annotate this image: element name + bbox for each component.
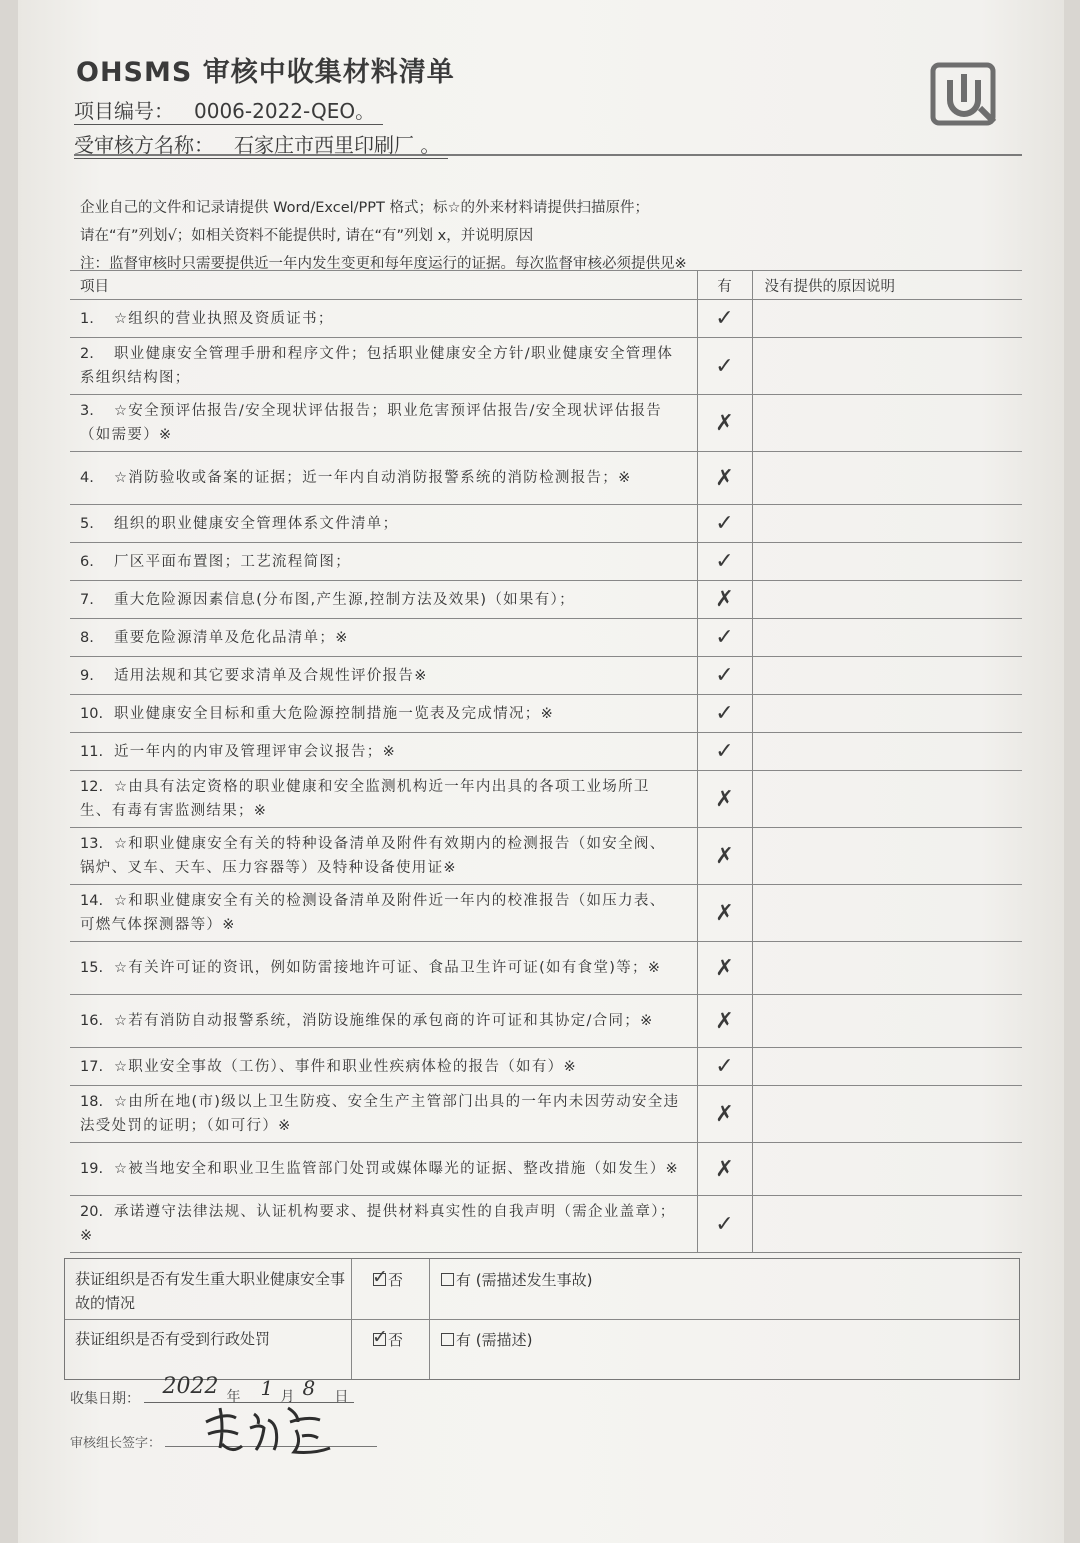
item-description-cell xyxy=(70,1048,697,1086)
provided-cell[interactable] xyxy=(697,1143,752,1196)
table-row xyxy=(70,395,1022,452)
check-mark-icon: ✓ xyxy=(715,1054,734,1079)
reason-cell[interactable] xyxy=(752,942,1022,995)
reason-cell[interactable] xyxy=(752,657,1022,695)
provided-cell[interactable] xyxy=(697,619,752,657)
item-description-cell xyxy=(70,1143,697,1196)
item-text: 适用法规和其它要求清单及合规性评价报告※ xyxy=(114,667,428,684)
cross-mark-icon: ✗ xyxy=(715,1156,734,1182)
item-number: 16. xyxy=(80,1013,104,1029)
provided-cell[interactable] xyxy=(697,657,752,695)
item-number: 2. xyxy=(80,346,94,362)
cross-mark-icon: ✗ xyxy=(715,587,734,612)
item-description-cell xyxy=(70,619,697,657)
item-number: 5. xyxy=(80,515,94,532)
incident-row xyxy=(65,1259,1019,1320)
provided-cell[interactable] xyxy=(697,1048,752,1086)
client-name-value: 石家庄市西里印刷厂 。 xyxy=(214,129,448,159)
project-number-value: 0006-2022-QEO。 xyxy=(174,95,383,125)
item-description-cell xyxy=(70,300,697,338)
item-description-cell xyxy=(70,543,697,581)
table-header-row xyxy=(70,271,1022,300)
item-number: 12. xyxy=(80,779,104,795)
reason-cell[interactable] xyxy=(752,338,1022,395)
item-description-cell xyxy=(70,828,697,885)
item-number: 14. xyxy=(80,893,104,909)
date-month-unit: 月 xyxy=(280,1389,295,1405)
item-text: ☆和职业健康安全有关的特种设备清单及附件有效期内的检测报告（如安全阀、锅炉、叉车、天车、压力容器等）及特种设备使用证※ xyxy=(80,836,666,876)
incident-penalty-box xyxy=(64,1258,1020,1380)
cross-mark-icon: ✗ xyxy=(715,1008,734,1034)
date-day-unit: 日 xyxy=(334,1389,349,1405)
collection-date-label: 收集日期： xyxy=(70,1391,140,1407)
table-row xyxy=(70,995,1022,1048)
project-number-row xyxy=(74,95,383,125)
provided-cell[interactable] xyxy=(697,942,752,995)
provided-cell[interactable] xyxy=(697,300,752,338)
table-row xyxy=(70,885,1022,942)
table-row xyxy=(70,543,1022,581)
table-row xyxy=(70,828,1022,885)
header-divider xyxy=(74,154,1022,156)
table-row xyxy=(70,695,1022,733)
document-page xyxy=(18,0,1064,1543)
box-divider-1 xyxy=(351,1259,352,1379)
incident-no-option[interactable]: ✓ 否 xyxy=(372,1266,404,1289)
instruction-line-2: 请在“有”列划√；如相关资料不能提供时, 请在“有”列划 x，并说明原因 xyxy=(80,228,534,244)
item-number: 7. xyxy=(80,591,94,608)
item-description-cell xyxy=(70,395,697,452)
item-text: ☆有关许可证的资讯，例如防雷接地许可证、食品卫生许可证(如有食堂)等；※ xyxy=(114,960,662,976)
item-text: ☆组织的营业执照及资质证书； xyxy=(114,310,334,327)
date-day: 8 xyxy=(302,1376,316,1400)
check-mark-icon: ✓ xyxy=(715,701,734,726)
provided-cell[interactable] xyxy=(697,395,752,452)
table-row xyxy=(70,452,1022,505)
item-number: 13. xyxy=(80,836,104,852)
item-description-cell xyxy=(70,695,697,733)
check-mark-icon: ✓ xyxy=(715,625,734,650)
table-row xyxy=(70,771,1022,828)
date-year-unit: 年 xyxy=(226,1389,241,1405)
reason-cell[interactable] xyxy=(752,828,1022,885)
cross-mark-icon: ✗ xyxy=(715,900,734,926)
client-name-label: 受审核方名称： xyxy=(74,129,214,159)
materials-table xyxy=(70,270,1022,1253)
penalty-row xyxy=(65,1319,1019,1379)
header-reason: 没有提供的原因说明 xyxy=(752,271,1022,300)
provided-cell[interactable] xyxy=(697,995,752,1048)
item-description-cell xyxy=(70,1196,697,1253)
item-number: 9. xyxy=(80,667,94,684)
item-text: 近一年内的内审及管理评审会议报告；※ xyxy=(114,743,397,760)
reason-cell[interactable] xyxy=(752,581,1022,619)
item-description-cell xyxy=(70,1086,697,1143)
item-text: ☆被当地安全和职业卫生监管部门处罚或媒体曝光的证据、整改措施（如发生）※ xyxy=(114,1161,679,1177)
penalty-no-option[interactable]: ✓ 否 xyxy=(372,1326,404,1349)
reason-cell[interactable] xyxy=(752,543,1022,581)
table-row xyxy=(70,1196,1022,1253)
check-mark-icon: ✓ xyxy=(715,663,734,688)
incident-question: 获证组织是否有发生重大职业健康安全事故的情况 xyxy=(75,1270,346,1312)
incident-yes-option[interactable]: 有 (需描述发生事故) xyxy=(441,1269,592,1290)
reason-cell[interactable] xyxy=(752,1143,1022,1196)
reason-cell[interactable] xyxy=(752,885,1022,942)
table-row xyxy=(70,1048,1022,1086)
provided-cell[interactable] xyxy=(697,828,752,885)
item-number: 10. xyxy=(80,705,104,722)
table-row xyxy=(70,619,1022,657)
reason-cell[interactable] xyxy=(752,733,1022,771)
instruction-line-3: 注：监督审核时只需要提供近一年内发生变更和每年度运行的证据。每次监督审核必须提供见※ xyxy=(80,256,687,272)
certification-logo-icon xyxy=(930,62,998,126)
reason-cell[interactable] xyxy=(752,771,1022,828)
incident-no-checkbox[interactable] xyxy=(372,1266,388,1288)
penalty-no-checkbox[interactable] xyxy=(372,1326,388,1348)
cross-mark-icon: ✗ xyxy=(715,410,734,436)
handwritten-signature xyxy=(198,1400,348,1460)
table-row xyxy=(70,581,1022,619)
item-number: 8. xyxy=(80,629,94,646)
table-row xyxy=(70,1143,1022,1196)
cross-mark-icon: ✗ xyxy=(715,843,734,869)
header-provided: 有 xyxy=(697,271,752,300)
item-description-cell xyxy=(70,505,697,543)
signature-label: 审核组长签字： xyxy=(70,1436,162,1451)
item-text: ☆和职业健康安全有关的检测设备清单及附件近一年内的校准报告（如压力表、可燃气体探测器等）※ xyxy=(80,893,666,933)
item-description-cell xyxy=(70,657,697,695)
item-text: ☆由具有法定资格的职业健康和安全监测机构近一年内出具的各项工业场所卫生、有毒有害监测结果；※ xyxy=(80,779,650,819)
item-number: 4. xyxy=(80,470,94,486)
table-row xyxy=(70,733,1022,771)
item-number: 20. xyxy=(80,1204,104,1220)
item-description-cell xyxy=(70,338,697,395)
item-text: ☆安全预评估报告/安全现状评估报告；职业危害预评估报告/安全现状评估报告（如需要）※ xyxy=(80,403,663,443)
provided-cell[interactable] xyxy=(697,452,752,505)
check-mark-icon: ✓ xyxy=(715,306,734,331)
item-number: 17. xyxy=(80,1058,104,1075)
item-number: 15. xyxy=(80,960,104,976)
item-text: ☆若有消防自动报警系统，消防设施维保的承包商的许可证和其协定/合同；※ xyxy=(114,1013,654,1029)
tick-icon: ✓ xyxy=(372,1266,388,1288)
penalty-question: 获证组织是否有受到行政处罚 xyxy=(75,1330,271,1348)
item-text: ☆消防验收或备案的证据；近一年内自动消防报警系统的消防检测报告；※ xyxy=(114,470,632,486)
provided-cell[interactable] xyxy=(697,581,752,619)
reason-cell[interactable] xyxy=(752,395,1022,452)
item-text: 重大危险源因素信息(分布图,产生源,控制方法及效果)（如果有）； xyxy=(114,591,575,608)
document-title: OHSMS 审核中收集材料清单 xyxy=(76,57,455,88)
item-description-cell xyxy=(70,771,697,828)
table-row xyxy=(70,1086,1022,1143)
item-text: 组织的职业健康安全管理体系文件清单； xyxy=(114,515,399,532)
item-description-cell xyxy=(70,733,697,771)
box-divider-2 xyxy=(429,1259,430,1379)
provided-cell[interactable] xyxy=(697,733,752,771)
item-text: 厂区平面布置图；工艺流程简图； xyxy=(114,553,351,570)
reason-cell[interactable] xyxy=(752,1048,1022,1086)
date-year: 2022 xyxy=(162,1374,219,1399)
cross-mark-icon: ✗ xyxy=(715,1101,734,1127)
reason-cell[interactable] xyxy=(752,619,1022,657)
item-text: 重要危险源清单及危化品清单；※ xyxy=(114,629,349,646)
check-mark-icon: ✓ xyxy=(715,739,734,764)
incident-yes-checkbox[interactable] xyxy=(441,1273,454,1286)
check-mark-icon: ✓ xyxy=(715,549,734,574)
item-number: 3. xyxy=(80,403,94,419)
table-row xyxy=(70,505,1022,543)
item-description-cell xyxy=(70,942,697,995)
item-description-cell xyxy=(70,885,697,942)
penalty-yes-option[interactable]: 有 (需描述) xyxy=(441,1329,532,1350)
item-number: 18. xyxy=(80,1094,104,1110)
table-row xyxy=(70,338,1022,395)
reason-cell[interactable] xyxy=(752,695,1022,733)
reason-cell[interactable] xyxy=(752,300,1022,338)
provided-cell[interactable] xyxy=(697,771,752,828)
penalty-yes-checkbox[interactable] xyxy=(441,1333,454,1346)
reason-cell[interactable] xyxy=(752,995,1022,1048)
cross-mark-icon: ✗ xyxy=(715,465,734,491)
date-month: 1 xyxy=(260,1376,274,1400)
instruction-line-1: 企业自己的文件和记录请提供 Word/Excel/PPT 格式；标☆的外来材料请提供扫描原件； xyxy=(80,200,650,216)
provided-cell[interactable] xyxy=(697,1086,752,1143)
tick-icon: ✓ xyxy=(372,1326,388,1348)
item-number: 11. xyxy=(80,743,104,760)
item-number: 6. xyxy=(80,553,94,570)
cross-mark-icon: ✗ xyxy=(715,955,734,981)
header-item: 项目 xyxy=(70,271,697,300)
reason-cell[interactable] xyxy=(752,452,1022,505)
item-text: 职业健康安全管理手册和程序文件；包括职业健康安全方针/职业健康安全管理体系组织结构图； xyxy=(80,346,674,386)
item-description-cell xyxy=(70,995,697,1048)
provided-cell[interactable] xyxy=(697,695,752,733)
item-number: 19. xyxy=(80,1161,104,1177)
check-mark-icon: ✓ xyxy=(715,353,734,379)
provided-cell[interactable] xyxy=(697,1196,752,1253)
provided-cell[interactable] xyxy=(697,543,752,581)
check-mark-icon: ✓ xyxy=(715,511,734,536)
item-description-cell xyxy=(70,452,697,505)
provided-cell[interactable] xyxy=(697,885,752,942)
provided-cell[interactable] xyxy=(697,505,752,543)
table-row xyxy=(70,300,1022,338)
project-number-label: 项目编号： xyxy=(74,95,174,125)
item-text: ☆由所在地(市)级以上卫生防疫、安全生产主管部门出具的一年内未因劳动安全违法受处罚的证明；（如可行）※ xyxy=(80,1094,680,1134)
item-text: 承诺遵守法律法规、认证机构要求、提供材料真实性的自我声明（需企业盖章）；※ xyxy=(80,1204,676,1244)
table-row xyxy=(70,942,1022,995)
provided-cell[interactable] xyxy=(697,338,752,395)
item-text: ☆职业安全事故（工伤）、事件和职业性疾病体检的报告（如有）※ xyxy=(114,1058,577,1075)
table-row xyxy=(70,657,1022,695)
item-text: 职业健康安全目标和重大危险源控制措施一览表及完成情况；※ xyxy=(114,705,555,722)
item-number: 1. xyxy=(80,310,94,327)
check-mark-icon: ✓ xyxy=(715,1211,734,1237)
reason-cell[interactable] xyxy=(752,505,1022,543)
item-description-cell xyxy=(70,581,697,619)
reason-cell[interactable] xyxy=(752,1086,1022,1143)
cross-mark-icon: ✗ xyxy=(715,786,734,812)
reason-cell[interactable] xyxy=(752,1196,1022,1253)
